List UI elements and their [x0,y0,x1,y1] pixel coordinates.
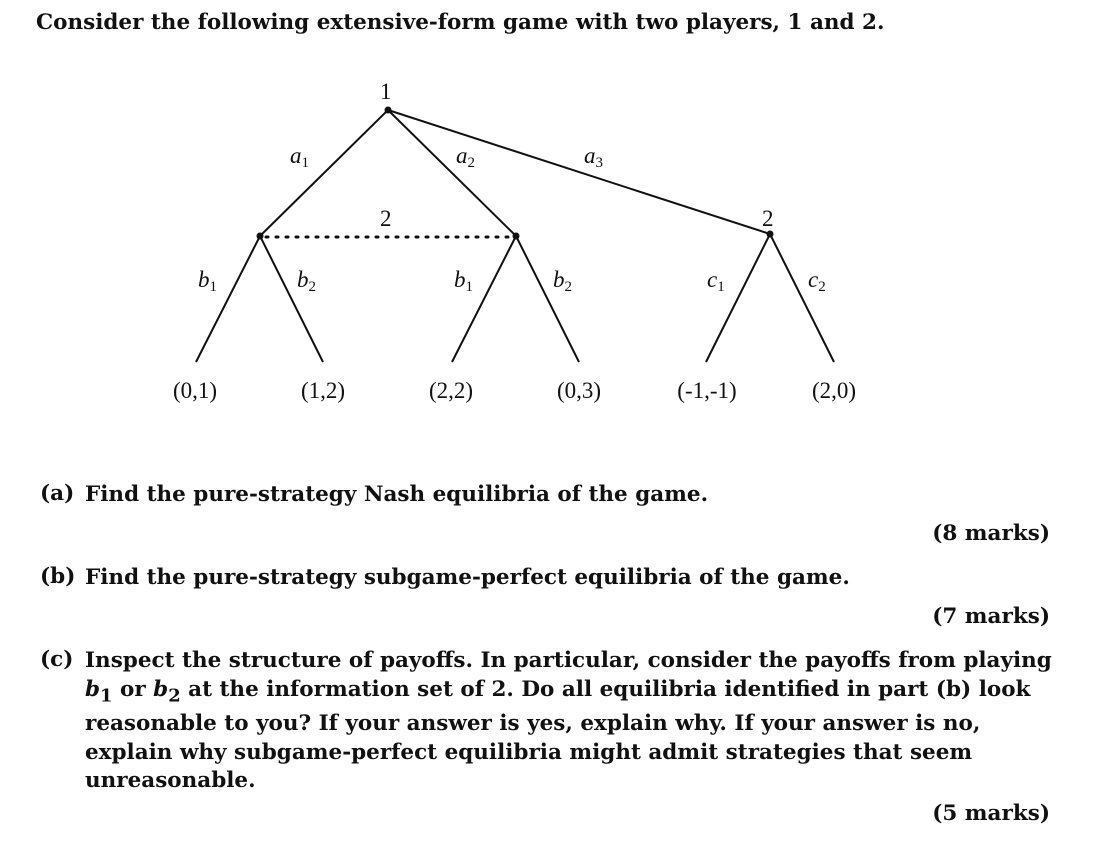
math-b2: $b_2$ [153,676,181,706]
edge-label-b1-left: b1 [198,267,217,295]
payoff-1: (0,1) [172,378,218,403]
question-a-tag: (a) [40,481,75,506]
player2-left-node [257,233,264,240]
question-c-marks: (5 marks) [932,801,1050,826]
question-b [40,564,850,593]
info-set-player-label: 2 [380,206,392,231]
question-a-marks: (8 marks) [932,521,1050,546]
root-node [385,107,392,114]
question-b-marks: (7 marks) [932,604,1050,629]
question-a-text: Find the pure-strategy Nash equilibria of the game. [85,482,709,507]
edge-b2-left [260,236,323,362]
question-c [40,647,1060,796]
edge-label-b2-left: b2 [297,267,316,295]
edge-label-c1: c1 [707,267,725,295]
question-a [40,481,708,510]
payoff-5: (-1,-1) [677,378,737,403]
tree-nodes [257,107,774,240]
question-c-or: or [112,676,154,702]
edge-b1-left [196,236,260,362]
edge-label-a1: a1 [290,143,309,171]
question-b-text: Find the pure-strategy subgame-perfect equilibria of the game. [85,565,850,590]
math-b1: $b_1$ [85,676,113,706]
player2-right-node [767,231,774,238]
question-b-tag: (b) [40,564,76,589]
terminal-payoffs [173,378,856,403]
edge-c1 [706,234,770,362]
edge-label-c2: c2 [808,267,826,295]
payoff-4: (0,3) [556,378,602,403]
edge-label-a3: a3 [584,143,603,171]
payoff-2: (1,2) [300,378,346,403]
right-node-player-label: 2 [762,206,774,231]
edge-label-a2: a2 [456,143,475,171]
payoff-6: (2,0) [811,378,857,403]
edge-b2-mid [516,236,579,362]
edge-label-b2-mid: b2 [553,267,572,295]
question-c-tag: (c) [40,647,74,672]
question-c-text-rest: at the information set of 2. Do all equilibria identified in part (b) look reasonable to you? If your answer is yes, explain why. If your answer is no, explain why subgame-perfect equilibria might admit strategies that seem unreasonable. [85,676,1031,794]
edge-label-b1-mid: b1 [454,267,473,295]
question-c-text-start: Inspect the structure of payoffs. In particular, consider the payoffs from playing [85,648,1052,673]
edge-a1 [260,110,388,236]
edge-a2 [388,110,516,236]
question-c-text [85,647,1060,796]
payoff-3: (2,2) [428,378,474,403]
player2-mid-node [513,233,520,240]
edge-b1-mid [452,236,516,362]
problem-intro: Consider the following extensive-form game with two players, 1 and 2. [36,10,885,35]
edge-a3 [388,110,770,234]
edge-c2 [770,234,834,362]
root-player-label: 1 [380,79,392,104]
